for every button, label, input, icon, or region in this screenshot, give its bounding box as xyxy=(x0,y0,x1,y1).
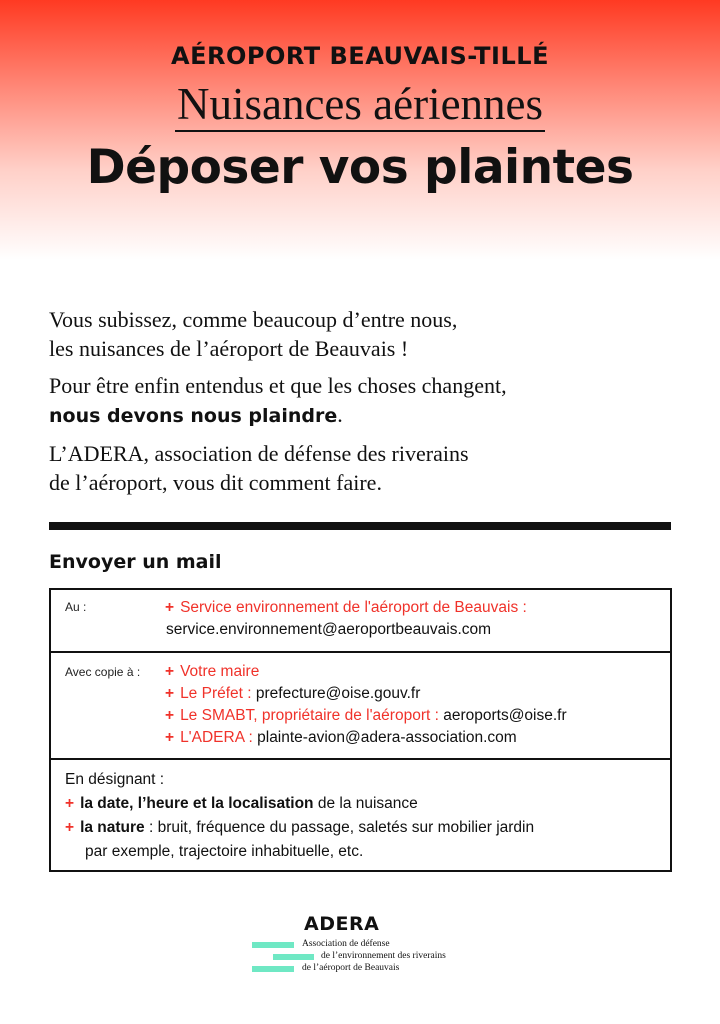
details-item-text: de la nuisance xyxy=(313,795,418,812)
plus-icon: + xyxy=(65,795,75,812)
cc-item xyxy=(165,727,670,749)
logo-tagline-3: de l’aéroport de Beauvais xyxy=(302,963,400,973)
page-title: Déposer vos plaintes xyxy=(86,140,634,195)
cc-recipient: Le SMABT, propriétaire de l'aéroport : xyxy=(180,707,439,724)
intro-paragraph-2 xyxy=(49,371,669,431)
details-item xyxy=(65,792,670,816)
cc-recipient: Votre maire xyxy=(180,663,260,680)
intro-period: . xyxy=(337,402,343,427)
plus-icon: + xyxy=(165,685,175,702)
details-item-text: : bruit, fréquence du passage, saletés sur mobilier jardin xyxy=(144,819,535,836)
details-item-bold: la date, l’heure et la localisation xyxy=(80,795,314,812)
logo-tagline-1: Association de défense xyxy=(302,939,390,949)
plus-icon: + xyxy=(165,707,175,724)
cc-item xyxy=(165,661,670,683)
mail-instructions-table xyxy=(49,588,672,872)
cc-item xyxy=(165,705,670,727)
cc-email-link[interactable]: prefecture@oise.gouv.fr xyxy=(255,685,421,702)
divider xyxy=(49,522,671,530)
logo-bar xyxy=(252,942,294,948)
details-item-continuation: par exemple, trajectoire inhabituelle, etc. xyxy=(85,843,364,860)
to-recipient: Service environnement de l'aéroport de Beauvais : xyxy=(180,599,527,616)
logo-tagline-2: de l’environnement des riverains xyxy=(321,951,446,961)
section-title: Envoyer un mail xyxy=(49,551,222,573)
cc-item xyxy=(165,683,670,705)
cc-row xyxy=(51,653,670,760)
plus-icon: + xyxy=(165,599,175,616)
details-row xyxy=(51,760,670,870)
intro-emphasis: nous devons nous plaindre xyxy=(49,405,338,427)
logo-bar xyxy=(252,966,294,972)
adera-logo xyxy=(252,913,492,983)
intro-line: L’ADERA, association de défense des riverains xyxy=(49,441,469,466)
to-row xyxy=(51,590,670,653)
details-heading: En désignant : xyxy=(65,771,165,788)
plus-icon: + xyxy=(165,663,175,680)
cc-label: Avec copie à : xyxy=(65,665,141,679)
intro-paragraph-3 xyxy=(49,439,669,497)
intro-line: les nuisances de l’aéroport de Beauvais ! xyxy=(49,336,409,361)
cc-recipient: Le Préfet : xyxy=(180,685,252,702)
details-item-bold: la nature xyxy=(80,819,145,836)
cc-recipient: L'ADERA : xyxy=(180,729,253,746)
cc-email-link[interactable]: aeroports@oise.fr xyxy=(443,707,567,724)
intro-text xyxy=(49,305,669,505)
plus-icon: + xyxy=(65,819,75,836)
intro-line: Vous subissez, comme beaucoup d’entre nous, xyxy=(49,307,458,332)
intro-line: Pour être enfin entendus et que les choses changent, xyxy=(49,373,507,398)
plus-icon: + xyxy=(165,729,175,746)
cc-email-link[interactable]: plainte-avion@adera-association.com xyxy=(257,729,517,746)
logo-bar xyxy=(273,954,314,960)
details-item xyxy=(65,816,670,840)
to-label: Au : xyxy=(65,600,87,614)
airport-name: AÉROPORT BEAUVAIS-TILLÉ xyxy=(171,42,549,70)
to-email-link[interactable]: service.environnement@aeroportbeauvais.com xyxy=(166,621,492,638)
logo-name: ADERA xyxy=(304,913,380,935)
intro-line: de l’aéroport, vous dit comment faire. xyxy=(49,470,382,495)
subtitle: Nuisances aériennes xyxy=(175,80,545,132)
intro-paragraph-1 xyxy=(49,305,669,363)
